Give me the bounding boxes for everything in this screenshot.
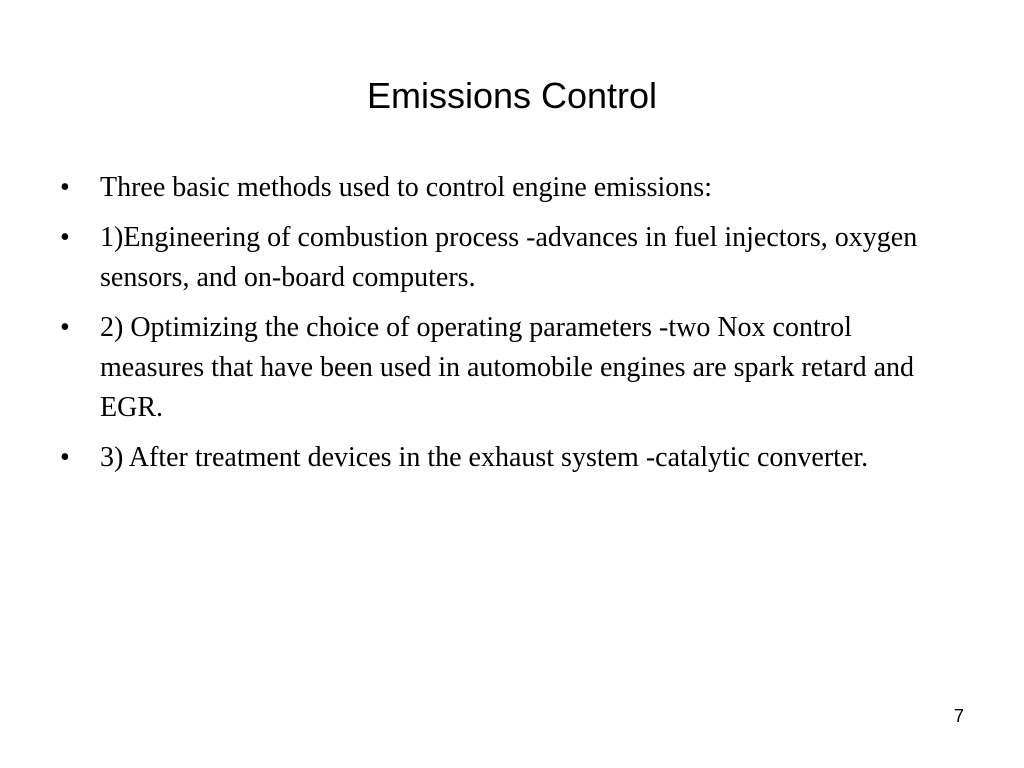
- bullet-text: 2) Optimizing the choice of operating parameters -two Nox control measures that have been used in automobile engines are spark retard and EGR.: [100, 312, 915, 423]
- list-item: [60, 438, 960, 478]
- bullet-marker: •: [60, 312, 70, 343]
- bullet-marker: •: [60, 442, 70, 473]
- bullet-marker: •: [60, 172, 70, 203]
- list-item: [60, 308, 960, 428]
- bullet-list: [60, 168, 960, 488]
- bullet-text: 1)Engineering of combustion process -advances in fuel injectors, oxygen sensors, and on-board computers.: [100, 222, 918, 293]
- list-item: [60, 218, 960, 298]
- slide-title: Emissions Control: [366, 75, 658, 116]
- bullet-text: Three basic methods used to control engine emissions:: [100, 172, 712, 203]
- bullet-text: 3) After treatment devices in the exhaust system -catalytic converter.: [100, 442, 869, 473]
- page-number: 7: [953, 706, 964, 726]
- list-item: [60, 168, 960, 208]
- bullet-marker: •: [60, 222, 70, 253]
